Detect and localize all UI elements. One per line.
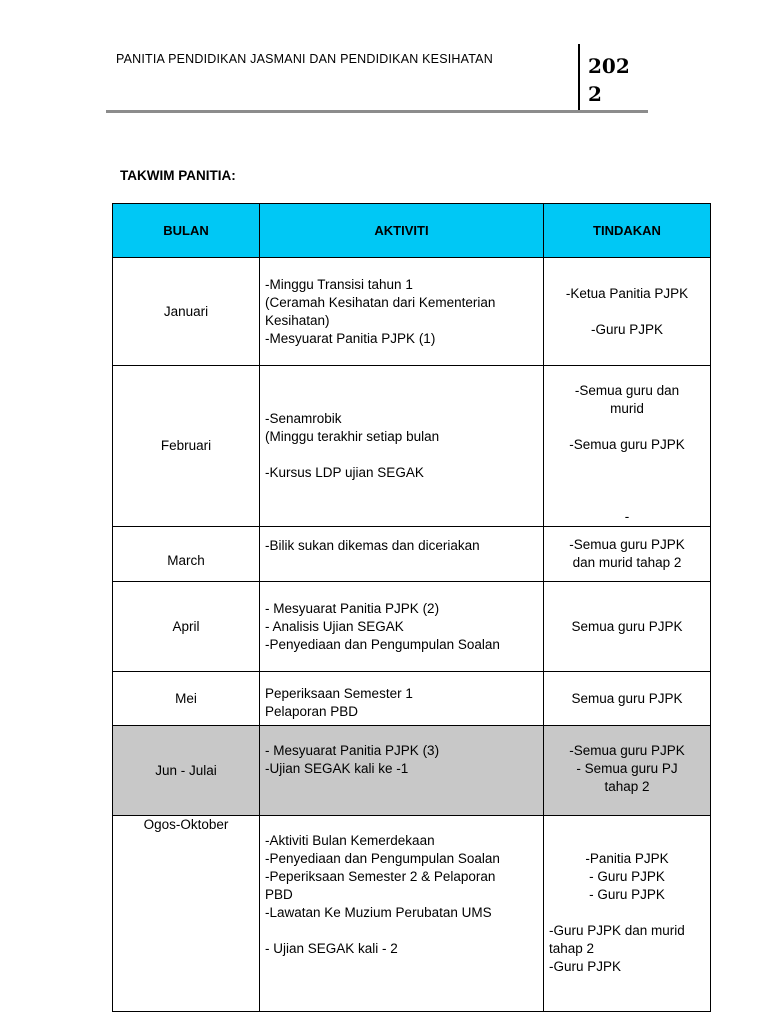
month-cell: Ogos-Oktober	[113, 816, 260, 1012]
actions-cell	[544, 726, 711, 816]
section-label: TAKWIM PANITIA:	[120, 168, 236, 183]
table-row	[113, 672, 711, 726]
activities-cell	[260, 258, 544, 366]
activities-cell	[260, 582, 544, 672]
takwim-table	[112, 203, 711, 1012]
action-line	[549, 832, 705, 850]
action-line: dan murid tahap 2	[572, 555, 682, 570]
action-line	[549, 490, 705, 508]
activity-line: - Ujian SEGAK kali - 2	[265, 941, 398, 956]
table-header-row	[113, 204, 711, 258]
table-row	[113, 582, 711, 672]
action-line: Semua guru PJPK	[571, 618, 683, 634]
activity-line: -Aktiviti Bulan Kemerdekaan	[265, 833, 435, 848]
column-header-bulan: BULAN	[113, 204, 260, 258]
action-line: murid	[610, 401, 644, 416]
action-line	[549, 454, 705, 472]
activity-line: PBD	[265, 887, 293, 902]
activity-line: - Mesyuarat Panitia PJPK (3)	[265, 743, 440, 758]
action-line: -Semua guru PJPK	[569, 437, 685, 452]
action-line: tahap 2	[604, 779, 650, 794]
action-line: - Semua guru PJ	[576, 761, 678, 776]
activity-line: - Analisis Ujian SEGAK	[265, 618, 404, 634]
action-line: - Guru PJPK	[589, 869, 665, 884]
action-line: -Guru PJPK dan murid	[549, 923, 685, 938]
actions-cell	[544, 366, 711, 527]
actions-cell	[544, 258, 711, 366]
header-title: PANITIA PENDIDIKAN JASMANI DAN PENDIDIKAN KESIHATAN	[116, 52, 493, 66]
actions-cell	[544, 672, 711, 726]
activity-line: -Mesyuarat Panitia PJPK (1)	[265, 330, 436, 346]
action-line: -Semua guru PJPK	[569, 743, 685, 758]
activities-cell	[260, 816, 544, 1012]
activity-line: -Minggu Transisi tahun 1	[265, 276, 413, 292]
header-divider	[578, 44, 580, 110]
action-line: tahap 2	[549, 941, 595, 956]
column-header-aktiviti: AKTIVITI	[260, 204, 544, 258]
table-row	[113, 816, 711, 1012]
activities-cell	[260, 726, 544, 816]
month-cell: March	[113, 527, 260, 582]
activity-line: -Peperiksaan Semester 2 & Pelaporan	[265, 869, 496, 884]
month-cell: Januari	[113, 258, 260, 366]
table-row	[113, 366, 711, 527]
action-line	[549, 472, 705, 490]
actions-cell	[544, 582, 711, 672]
column-header-tindakan: TINDAKAN	[544, 204, 711, 258]
header-rule	[106, 110, 648, 113]
table-row	[113, 258, 711, 366]
action-line	[549, 303, 705, 321]
activity-line: Pelaporan PBD	[265, 703, 359, 719]
month-cell: Februari	[113, 366, 260, 527]
action-line: Semua guru PJPK	[571, 690, 683, 706]
action-line	[549, 904, 705, 922]
activities-cell	[260, 527, 544, 582]
activity-line: -Bilik sukan dikemas dan diceriakan	[265, 538, 480, 553]
action-line	[549, 418, 705, 436]
activity-line: -Lawatan Ke Muzium Perubatan UMS	[265, 905, 492, 920]
activity-line: -Senamrobik	[265, 411, 342, 426]
header-year-line: 202	[588, 54, 630, 78]
activity-line: -Ujian SEGAK kali ke -1	[265, 761, 409, 776]
header-year	[588, 52, 648, 108]
activity-line: - Mesyuarat Panitia PJPK (2)	[265, 600, 440, 616]
action-line: -Guru PJPK	[549, 959, 622, 974]
action-line: -Ketua Panitia PJPK	[565, 285, 689, 301]
month-cell: Mei	[113, 672, 260, 726]
activity-line	[265, 922, 538, 940]
actions-cell	[544, 816, 711, 1012]
header-year-line: 2	[588, 82, 602, 106]
activity-line: (Ceramah Kesihatan dari Kementerian	[265, 294, 496, 310]
action-line: - Guru PJPK	[589, 887, 665, 902]
activity-line: (Minggu terakhir setiap bulan	[265, 429, 440, 444]
activity-line: Kesihatan)	[265, 312, 330, 328]
action-line: -	[624, 509, 630, 524]
activity-line: -Kursus LDP ujian SEGAK	[265, 465, 424, 480]
activities-cell	[260, 366, 544, 527]
table-row	[113, 527, 711, 582]
activities-cell	[260, 672, 544, 726]
table-row	[113, 726, 711, 816]
month-cell: April	[113, 582, 260, 672]
action-line: -Panitia PJPK	[585, 851, 669, 866]
activity-line	[265, 446, 538, 464]
action-line: -Guru PJPK	[590, 321, 664, 337]
activity-line: -Penyediaan dan Pengumpulan Soalan	[265, 636, 500, 652]
actions-cell	[544, 527, 711, 582]
action-line: -Semua guru dan	[574, 383, 680, 398]
activity-line: -Penyediaan dan Pengumpulan Soalan	[265, 851, 500, 866]
action-line: -Semua guru PJPK	[569, 537, 685, 552]
activity-line: Peperiksaan Semester 1	[265, 685, 413, 701]
month-cell: Jun - Julai	[113, 726, 260, 816]
